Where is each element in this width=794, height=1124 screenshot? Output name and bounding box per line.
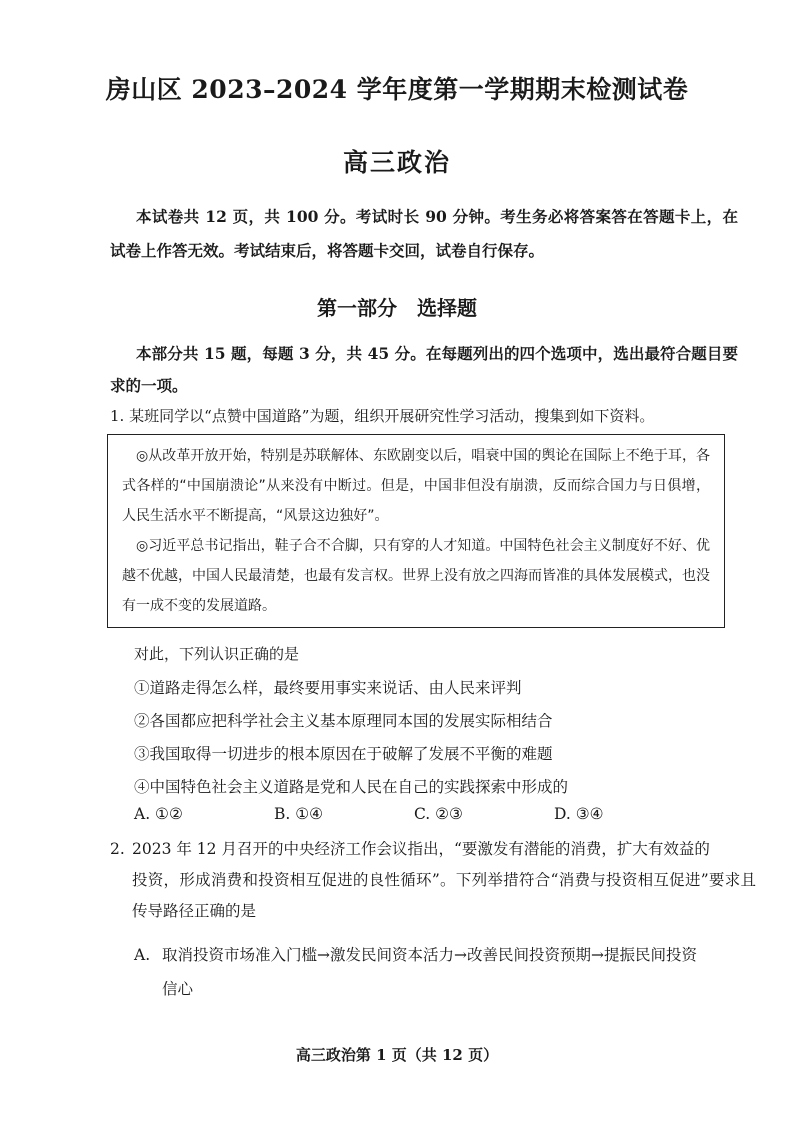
option-a-label: A.	[134, 946, 151, 964]
question-1-prompt: 对此，下列认识正确的是	[134, 645, 300, 663]
question-2-stem-line: 2023 年 12 月召开的中央经济工作会议指出，“要激发有潜能的消费，扩大有效益的	[132, 840, 710, 858]
page-footer: 高三政治第 1 页（共 12 页）	[295, 1046, 499, 1064]
choice-d: D. ③④	[554, 805, 604, 823]
section-intro: 本部分共 15 题，每题 3 分，共 45 分。在每题列出的四个选项中，选出最符合题目要求的一项。	[110, 344, 738, 395]
choice-a: A. ①②	[134, 805, 183, 823]
statement-item: ②各国都应把科学社会主义基本原理同本国的发展实际相结合	[134, 712, 553, 730]
question-2-stem-continued: 投资，形成消费和投资相互促进的良性循环”。下列举措符合“消费与投资相互促进”要求且传导路径正确的是	[132, 871, 756, 920]
material-paragraph: ◎习近平总书记指出，鞋子合不合脚，只有穿的人才知道。中国特色社会主义制度好不好、优越不优越，中国人民最清楚，也最有发言权。世界上没有放之四海而皆准的具体发展模式，也没有一成不变的发展道路。	[122, 538, 710, 614]
statement-item: ④中国特色社会主义道路是党和人民在自己的实践探索中形成的	[134, 778, 569, 796]
statement-item: ①道路走得怎么样，最终要用事实来说话、由人民来评判	[134, 679, 522, 697]
exam-title: 房山区 2023–2024 学年度第一学期期末检测试卷	[105, 75, 689, 104]
option-a-text: 取消投资市场准入门槛→激发民间资本活力→改善民间投资预期→提振民间投资	[162, 946, 697, 964]
question-2-stem	[110, 834, 756, 927]
exam-instructions: 本试卷共 12 页，共 100 分。考试时长 90 分钟。考生务必将答案答在答题卡上，在试卷上作答无效。考试结束后，将答题卡交回，试卷自行保存。	[110, 207, 738, 260]
question-1-choices	[134, 800, 694, 828]
option-a-text-continued: 信心	[162, 980, 194, 998]
section-title: 第一部分 选择题	[317, 296, 477, 320]
statement-item: ③我国取得一切进步的根本原因在于破解了发展不平衡的难题	[134, 745, 553, 763]
question-2-option-a	[134, 938, 756, 1006]
question-1-statements	[134, 672, 734, 804]
question-1-stem: 1. 某班同学以“点赞中国道路”为题，组织开展研究性学习活动，搜集到如下资料。	[110, 407, 655, 425]
question-1-material-box	[107, 434, 725, 628]
choice-c: C. ②③	[414, 805, 463, 823]
material-paragraph: ◎从改革开放开始，特别是苏联解体、东欧剧变以后，唱衰中国的舆论在国际上不绝于耳，各式各样的“中国崩溃论”从来没有中断过。但是，中国非但没有崩溃，反而综合国力与日俱增，人民生活水平不断提高，“风景这边独好”。	[122, 448, 710, 524]
question-2-number: 2.	[110, 840, 125, 858]
subject-title: 高三政治	[342, 148, 451, 177]
choice-b: B. ①④	[274, 805, 324, 823]
